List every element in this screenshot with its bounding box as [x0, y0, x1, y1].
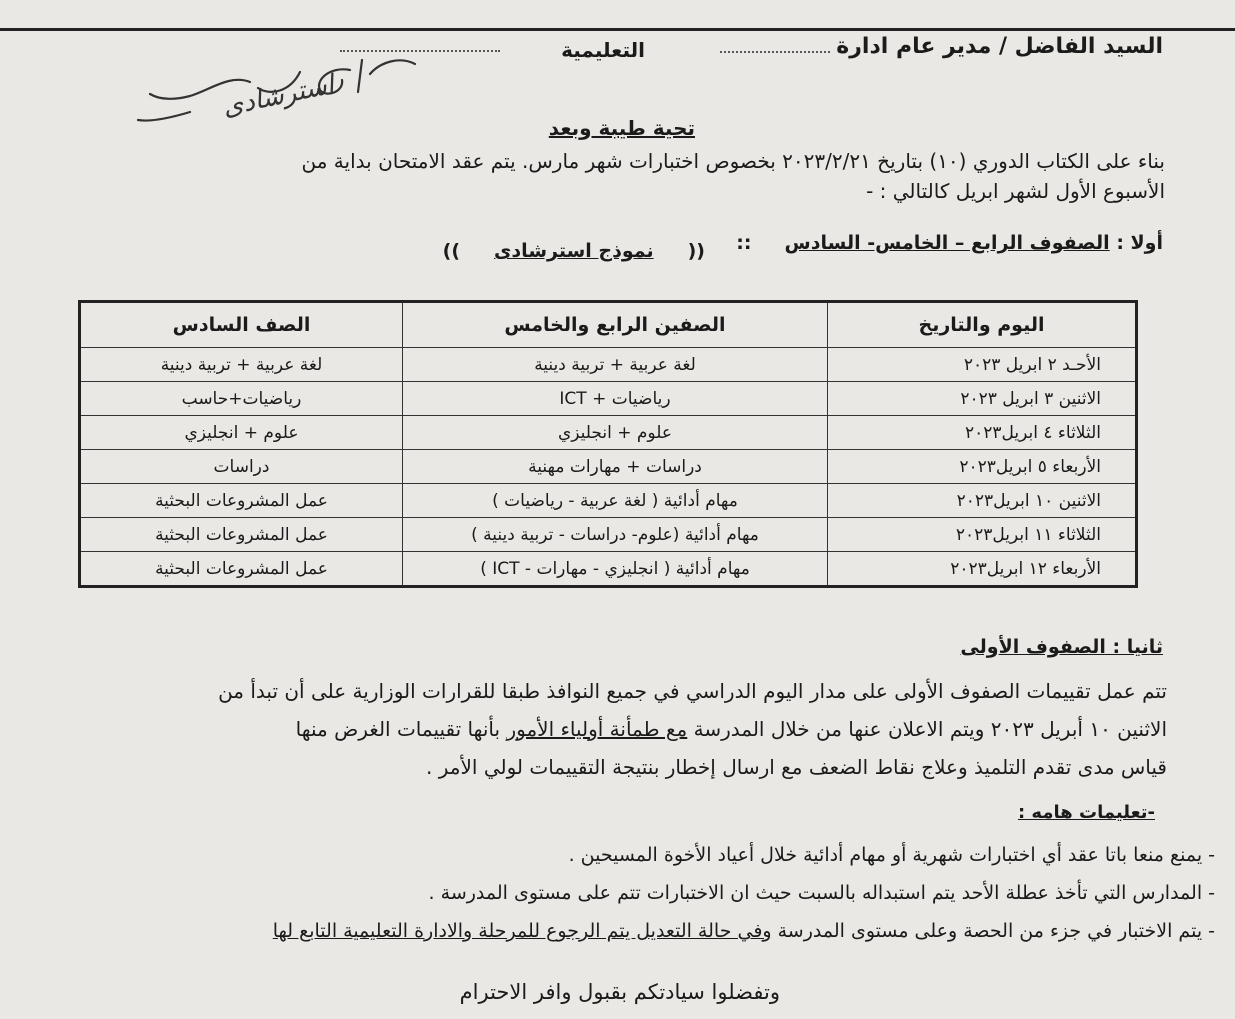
grade-6-cell: عمل المشروعات البحثية: [80, 518, 403, 552]
grade-6-cell: دراسات: [80, 450, 403, 484]
day-cell: الثلاثاء ١١ ابريل٢٠٢٣: [828, 518, 1137, 552]
grades-4-5-cell: رياضيات + ICT: [403, 382, 828, 416]
model-text: نموذج استرشادى: [494, 240, 654, 262]
grades-4-5-cell: مهام أدائية ( انجليزي - مهارات - ICT ): [403, 552, 828, 587]
grades-4-5-cell: علوم + انجليزي: [403, 416, 828, 450]
grades-4-5-cell: دراسات + مهارات مهنية: [403, 450, 828, 484]
instructions-list: [20, 836, 1215, 950]
header-grade-6: الصف السادس: [80, 302, 403, 348]
schedule-table: [78, 300, 1138, 588]
day-cell: الأربعاء ٥ ابريل٢٠٢٣: [828, 450, 1137, 484]
grade-6-cell: رياضيات+حاسب: [80, 382, 403, 416]
instructions-title: -تعليمات هامه :: [1017, 802, 1155, 823]
blank-dots: [720, 51, 830, 53]
list-item: [20, 912, 1215, 950]
header-grades-4-5: الصفين الرابع والخامس: [403, 302, 828, 348]
section1-prefix: أولا :: [1116, 232, 1163, 254]
intro-line-1: بناء على الكتاب الدوري (١٠) بتاريخ ٢٠٢٣/٢/٢١ بخصوص اختبارات شهر مارس. يتم عقد الامتحان بداية من: [301, 149, 1165, 173]
model-open: ((: [687, 240, 705, 262]
grade-6-cell: علوم + انجليزي: [80, 416, 403, 450]
model-label: [443, 240, 705, 262]
grade-6-cell: عمل المشروعات البحثية: [80, 484, 403, 518]
addressee-line: [714, 34, 1163, 59]
section1-separator: ::: [736, 232, 752, 254]
instruction-3a: - يتم الاختبار في جزء من الحصة وعلى مستوى المدرسة: [771, 920, 1215, 942]
day-cell: الأحـد ٢ ابريل ٢٠٢٣: [828, 348, 1137, 382]
day-cell: الأربعاء ١٢ ابريل٢٠٢٣: [828, 552, 1137, 587]
list-item: - المدارس التي تأخذ عطلة الأحد يتم استبداله بالسبت حيث ان الاختبارات تتم على مستوى المدرسة .: [428, 882, 1215, 904]
table-row: [80, 450, 1137, 484]
grades-4-5-cell: لغة عربية + تربية دينية: [403, 348, 828, 382]
day-cell: الاثنين ٣ ابريل ٢٠٢٣: [828, 382, 1137, 416]
greeting: تحية طيبة وبعد: [548, 116, 695, 140]
intro-paragraph: [85, 146, 1165, 206]
section1-grades: الصفوف الرابع – الخامس- السادس: [784, 232, 1110, 254]
section2-line-2b: مع طمأنة أولياء الأمور: [506, 717, 688, 741]
table-row: [80, 382, 1137, 416]
top-divider: [0, 28, 1235, 31]
closing-line: وتفضلوا سيادتكم بقبول وافر الاحترام: [459, 980, 780, 1004]
grades-4-5-cell: مهام أدائية ( لغة عربية - رياضيات ): [403, 484, 828, 518]
handwritten-note-text: استرشادى: [220, 69, 337, 123]
table-row: [80, 552, 1137, 587]
section2-line-2c: بأنها تقييمات الغرض منها: [295, 717, 507, 741]
table-row: [80, 484, 1137, 518]
day-cell: الاثنين ١٠ ابريل٢٠٢٣: [828, 484, 1137, 518]
addressee: السيد الفاضل / مدير عام ادارة: [836, 34, 1163, 59]
section2-heading: ثانيا : الصفوف الأولى: [960, 636, 1163, 658]
model-close: )): [442, 240, 461, 262]
handwritten-note: [130, 52, 430, 132]
section2-paragraph: [47, 672, 1167, 786]
table-row: [80, 518, 1137, 552]
section1-heading: [736, 232, 1163, 254]
grade-6-cell: لغة عربية + تربية دينية: [80, 348, 403, 382]
instruction-3b: وفي حالة التعديل يتم الرجوع للمرحلة والادارة التعليمية التابع لها: [272, 920, 772, 942]
table-row: [80, 348, 1137, 382]
table-row: [80, 416, 1137, 450]
intro-line-2: الأسبوع الأول لشهر ابريل كالتالي : -: [866, 179, 1165, 203]
section2-line-2: [47, 710, 1167, 748]
day-cell: الثلاثاء ٤ ابريل٢٠٢٣: [828, 416, 1137, 450]
grades-4-5-cell: مهام أدائية (علوم- دراسات - تربية دينية ): [403, 518, 828, 552]
section2-line-3: قياس مدى تقدم التلميذ وعلاج نقاط الضعف مع ارسال إخطار بنتيجة التقييمات لولي الأمر .: [426, 755, 1167, 779]
section2-line-2a: الاثنين ١٠ أبريل ٢٠٢٣ ويتم الاعلان عنها من خلال المدرسة: [687, 717, 1167, 741]
section2-line-1: تتم عمل تقييمات الصفوف الأولى على مدار اليوم الدراسي في جميع النوافذ طبقا للقرارات الوزارية على أن تبدأ من: [218, 679, 1167, 703]
grade-6-cell: عمل المشروعات البحثية: [80, 552, 403, 587]
department: التعليمية: [561, 38, 645, 62]
header-day-date: اليوم والتاريخ: [828, 302, 1137, 348]
list-item: - يمنع منعا باتا عقد أي اختبارات شهرية أو مهام أدائية خلال أعياد الأخوة المسيحين .: [568, 844, 1215, 866]
table-header-row: [80, 302, 1137, 348]
